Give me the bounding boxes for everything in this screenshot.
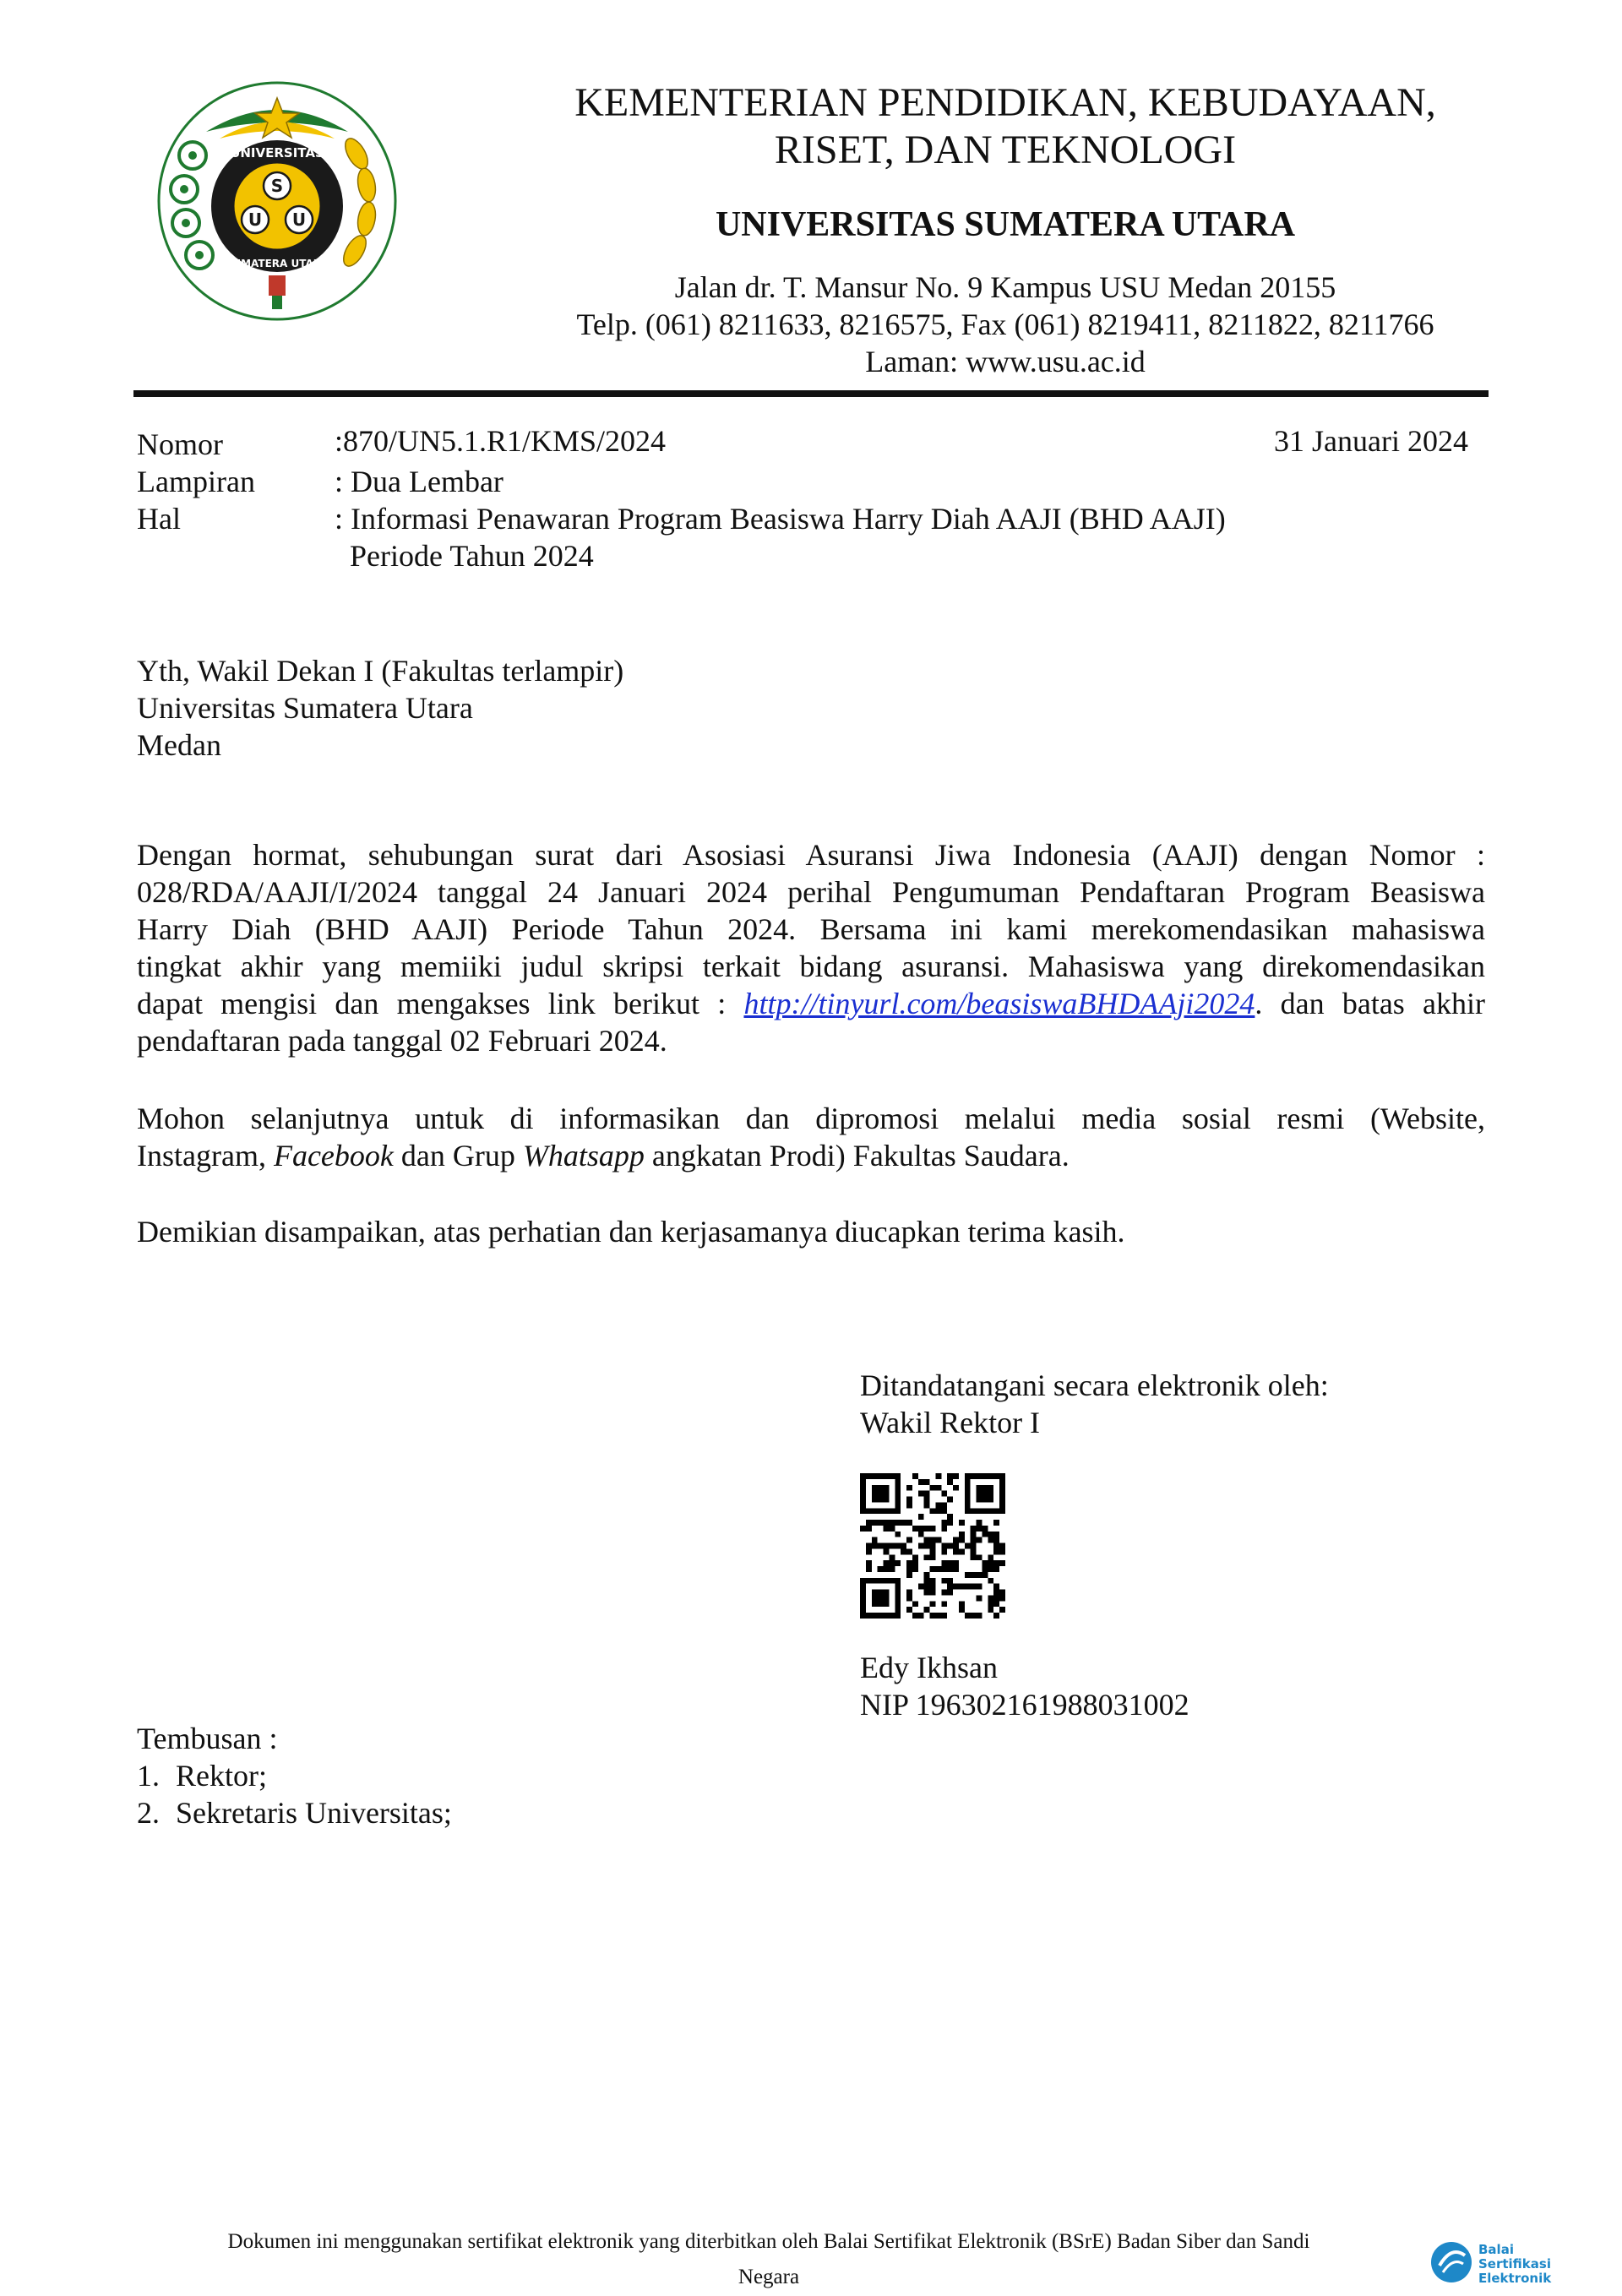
qr-code-signature[interactable] bbox=[860, 1473, 1005, 1619]
letter-date: 31 Januari 2024 bbox=[1274, 424, 1468, 458]
logo-text-top: UNIVERSITAS bbox=[230, 145, 324, 161]
hal-value-line-2: Periode Tahun 2024 bbox=[350, 539, 594, 573]
recipient-line-3: Medan bbox=[137, 728, 221, 762]
body-paragraph-3: Demikian disampaikan, atas perhatian dan kerjasamanya diucapkan terima kasih. bbox=[137, 1215, 1125, 1249]
bsre-logo bbox=[1428, 2237, 1580, 2296]
signed-by: Ditandatangani secara elektronik oleh: bbox=[860, 1368, 1329, 1402]
ministry-line-2: RISET, DAN TEKNOLOGI bbox=[774, 128, 1237, 172]
address: Jalan dr. T. Mansur No. 9 Kampus USU Medan 20155 bbox=[674, 270, 1336, 304]
website: Laman: www.usu.ac.id bbox=[865, 345, 1146, 378]
p2-text: Instagram, bbox=[137, 1139, 274, 1172]
whatsapp-text: Whatsapp bbox=[522, 1139, 645, 1172]
p1-line-link bbox=[137, 985, 1485, 1022]
svg-text:S: S bbox=[270, 176, 284, 196]
cc-item-1-num: 1. bbox=[137, 1759, 160, 1793]
body-paragraph-1 bbox=[137, 836, 1485, 1059]
recipient-line-1: Yth, Wakil Dekan I (Fakultas terlampir) bbox=[137, 654, 624, 688]
ministry-line-1: KEMENTERIAN PENDIDIKAN, KEBUDAYAAN, bbox=[574, 80, 1436, 125]
letterhead-rule bbox=[133, 390, 1489, 397]
cc-item-2: Sekretaris Universitas; bbox=[176, 1796, 452, 1830]
hal-label: Hal bbox=[137, 502, 181, 536]
hal-value-line-1: : Informasi Penawaran Program Beasiswa Harry Diah AAJI (BHD AAJI) bbox=[335, 502, 1226, 536]
phone: Telp. (061) 8211633, 8216575, Fax (061) 8219411, 8211822, 8211766 bbox=[576, 307, 1434, 341]
p1-link-post: . dan batas akhir bbox=[1255, 987, 1485, 1020]
lampiran-label: Lampiran bbox=[137, 465, 255, 498]
bsre-text-3: Elektronik bbox=[1478, 2271, 1552, 2286]
nomor-value: :870/UN5.1.R1/KMS/2024 bbox=[335, 424, 667, 458]
bsre-text-1: Balai bbox=[1478, 2242, 1514, 2257]
p2-line: Mohon selanjutnya untuk di informasikan dan dipromosi melalui media sosial resmi (Website, bbox=[137, 1102, 1485, 1135]
signer-name: Edy Ikhsan bbox=[860, 1651, 998, 1684]
cc-label: Tembusan : bbox=[137, 1722, 278, 1755]
signer-nip: NIP 196302161988031002 bbox=[860, 1688, 1189, 1722]
nomor-label: Nomor bbox=[137, 427, 223, 461]
cc-item-2-num: 2. bbox=[137, 1796, 160, 1830]
p1-line: pendaftaran pada tanggal 02 Februari 2024. bbox=[137, 1024, 667, 1058]
body-paragraph-2 bbox=[137, 1100, 1485, 1174]
p2-line bbox=[137, 1137, 1485, 1174]
lampiran-value: : Dua Lembar bbox=[335, 465, 503, 498]
svg-text:U: U bbox=[248, 209, 263, 230]
registration-link[interactable]: http://tinyurl.com/beasiswaBHDAAji2024 bbox=[743, 987, 1255, 1020]
p2-text: angkatan Prodi) Fakultas Saudara. bbox=[644, 1139, 1070, 1172]
p2-text: dan Grup bbox=[393, 1139, 523, 1172]
footer-line-1: Dokumen ini menggunakan sertifikat elektronik yang diterbitkan oleh Balai Sertifikat Elektronik (BSrE) Badan Siber dan Sandi bbox=[227, 2230, 1310, 2253]
p1-line: 028/RDA/AAJI/I/2024 tanggal 24 Januari 2024 perihal Pengumuman Pendaftaran Program Beasiswa bbox=[137, 875, 1485, 909]
p1-link-pre: dapat mengisi dan mengakses link berikut : bbox=[137, 987, 744, 1020]
bsre-text-2: Sertifikasi bbox=[1478, 2256, 1551, 2272]
p1-line: Dengan hormat, sehubungan surat dari Asosiasi Asuransi Jiwa Indonesia (AAJI) dengan Nomor : bbox=[137, 838, 1485, 872]
footer-line-2: Negara bbox=[738, 2266, 800, 2288]
svg-text:U: U bbox=[291, 209, 307, 230]
university-name: UNIVERSITAS SUMATERA UTARA bbox=[715, 205, 1296, 244]
p1-line: tingkat akhir yang memiiki judul skripsi terkait bidang asuransi. Mahasiswa yang direkomendasikan bbox=[137, 949, 1485, 983]
cc-item-1: Rektor; bbox=[176, 1759, 267, 1793]
p1-line: Harry Diah (BHD AAJI) Periode Tahun 2024. Bersama ini kami merekomendasikan mahasiswa bbox=[137, 912, 1485, 946]
facebook-text: Facebook bbox=[273, 1139, 394, 1172]
signer-position: Wakil Rektor I bbox=[860, 1406, 1041, 1439]
recipient-line-2: Universitas Sumatera Utara bbox=[137, 691, 473, 725]
logo-text-bottom: SUMATERA UTARA bbox=[225, 258, 329, 269]
